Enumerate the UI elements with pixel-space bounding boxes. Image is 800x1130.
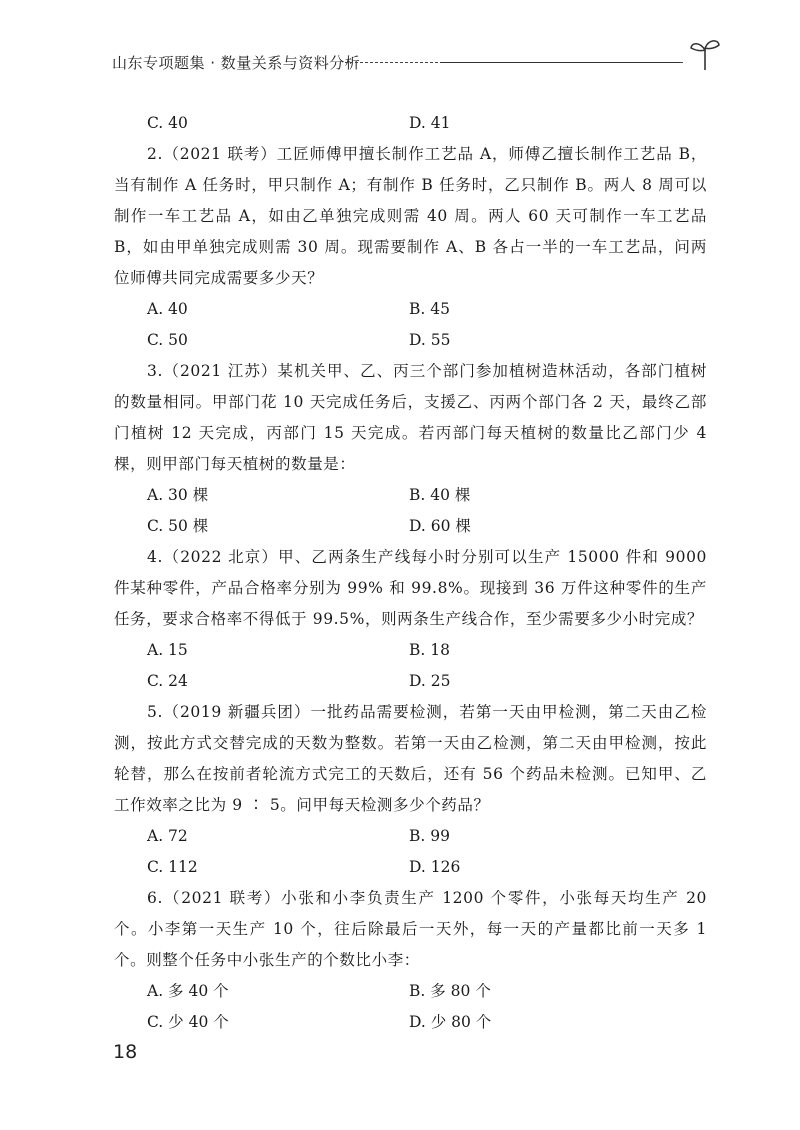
options-row (147, 976, 707, 1007)
option-d: D. 25 (409, 672, 451, 690)
option-d: D. 60 棵 (409, 517, 471, 535)
question-content (114, 108, 707, 1038)
options-row (147, 294, 707, 325)
question-text: 2.（2021 联考）工匠师傅甲擅长制作工艺品 A，师傅乙擅长制作工艺品 B，当有制作 A 任务时，甲只制作 A；有制作 B 任务时，乙只制作 B。两人 8 周可以制作一车工艺品 A，如由乙单独完成则需 40 周。两人 60 天可制作一车工艺品 B，如由甲单独完成则需 30 周。现需要制作 A、B 各占一半的一车工艺品，问两位师傅共同完成需要多少天？ (114, 145, 707, 287)
option-c: C. 112 (147, 858, 198, 876)
question-4 (114, 542, 707, 635)
question-6 (114, 883, 707, 976)
option-d: D. 126 (409, 858, 461, 876)
option-a: A. 72 (147, 827, 188, 845)
question-3 (114, 356, 707, 480)
options-row (147, 666, 707, 697)
option-d: D. 55 (409, 331, 451, 349)
option-d: D. 41 (409, 114, 451, 132)
option-c: C. 50 棵 (147, 517, 209, 535)
option-c: C. 24 (147, 672, 188, 690)
option-d: D. 少 80 个 (409, 1013, 492, 1031)
running-header: 山东专项题集 · 数量关系与资料分析 (112, 54, 361, 72)
option-b: B. 99 (409, 827, 450, 845)
option-a: A. 40 (147, 300, 188, 318)
options-row (147, 1007, 707, 1038)
options-row (147, 852, 707, 883)
option-b: B. 18 (409, 641, 450, 659)
question-text: 4.（2022 北京）甲、乙两条生产线每小时分别可以生产 15000 件和 9000 件某种零件，产品合格率分别为 99% 和 99.8%。现接到 36 万件这种零件的生产任务，要求合格率不得低于 99.5%，则两条生产线合作，至少需要多少小时完成？ (114, 548, 707, 628)
options-row (147, 108, 707, 139)
option-c: C. 少 40 个 (147, 1013, 229, 1031)
page-number: 18 (113, 1041, 138, 1063)
option-a: A. 多 40 个 (147, 982, 229, 1000)
option-b: B. 45 (409, 300, 450, 318)
options-row (147, 480, 707, 511)
question-text: 5.（2019 新疆兵团）一批药品需要检测，若第一天由甲检测，第二天由乙检测，按此方式交替完成的天数为整数。若第一天由乙检测，第二天由甲检测，按此轮替，那么在按前者轮流方式完工的天数后，还有 56 个药品未检测。已知甲、乙工作效率之比为 9 ∶ 5。问甲每天检测多少个药品？ (114, 703, 707, 814)
option-c: C. 40 (147, 114, 188, 132)
option-b: B. 40 棵 (409, 486, 471, 504)
options-row (147, 635, 707, 666)
question-text: 6.（2021 联考）小张和小李负责生产 1200 个零件，小张每天均生产 20 个。小李第一天生产 10 个，往后除最后一天外，每一天的产量都比前一天多 1 个。则整个任务中小张生产的个数比小李： (114, 889, 707, 969)
sprout-icon (688, 36, 722, 72)
option-b: B. 多 80 个 (409, 982, 491, 1000)
options-row (147, 325, 707, 356)
options-row (147, 511, 707, 542)
option-a: A. 30 棵 (147, 486, 209, 504)
question-5 (114, 697, 707, 821)
options-row (147, 821, 707, 852)
question-text: 3.（2021 江苏）某机关甲、乙、丙三个部门参加植树造林活动，各部门植树的数量相同。甲部门花 10 天完成任务后，支援乙、丙两个部门各 2 天，最终乙部门植树 12 天完成，丙部门 15 天完成。若丙部门每天植树的数量比乙部门少 4 棵，则甲部门每天植树的数量是： (114, 362, 707, 473)
option-c: C. 50 (147, 331, 188, 349)
option-a: A. 15 (147, 641, 188, 659)
question-2 (114, 139, 707, 294)
header-rule-solid (440, 62, 680, 63)
